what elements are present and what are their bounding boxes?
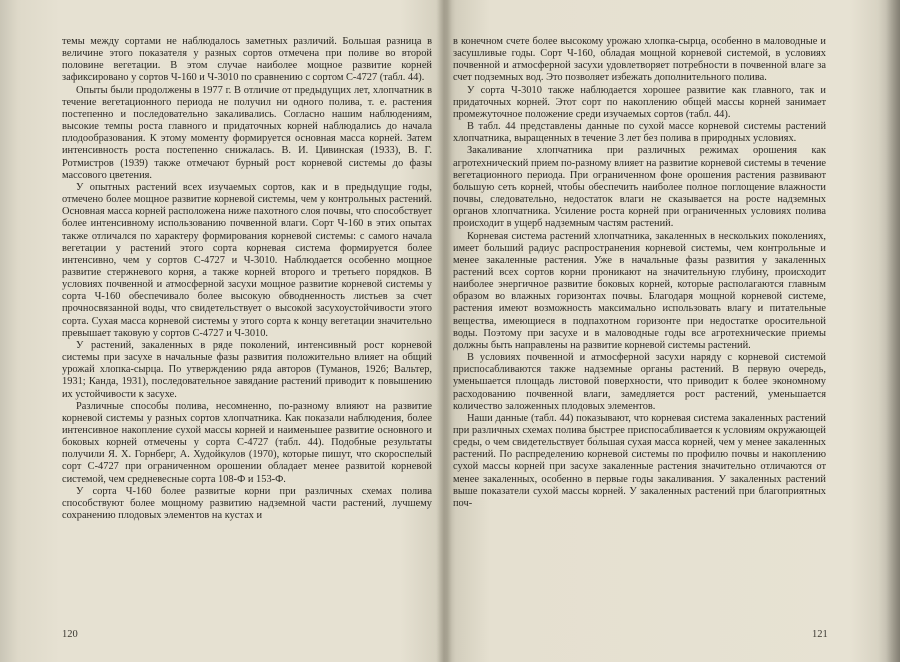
- left-page: [62, 36, 432, 636]
- paragraph: Закаливание хлопчатника при различных режимах орошения как агротехнический прием по-разному влияет на развитие корневой системы в течение вегетационного периода. При ограниченном фоне орошения растения развивают большую сеть корней, чтобы обеспечить наиболее полное поглощение влажности почвы, следовательно, недостаток влаги не сказывается на росте надземных органов хлопчатника. Усиление роста корней при ограниченных условиях полива происходит в ущерб надземным частям растений.: [453, 145, 826, 230]
- book-gutter: [436, 0, 452, 662]
- paragraph: У сорта Ч-3010 также наблюдается хорошее развитие как главного, так и придаточных корней. Этот сорт по накоплению общей массы корней занимает промежуточное положение среди изучаемых сортов (табл. 44).: [453, 84, 826, 120]
- paragraph: Корневая система растений хлопчатника, закаленных в нескольких поколениях, имеет больший радиус распространения корневой системы, чем контрольные и менее закаленные растения. Уже в начальные фазы развития у закаленных растений всех сортов корни проникают на значительную глубину, происходит наиболее энергичное развитие боковых корней, которые располагаются главным образом во влажных горизонтах почвы. Благодаря мощной корневой системе, растения имеют возможность максимально использовать влагу и питательные вещества, имеющиеся в подпахотном горизонте при недостатке оросительной воды. Поэтому при засухе и в маловодные годы все агротехнические приемы должны быть направлены на развитие корневой системы растений.: [453, 230, 826, 351]
- page-number-right: 121: [812, 629, 828, 640]
- paragraph: темы между сортами не наблюдалось заметных различий. Большая разница в величине этого показателя у разных сортов отмечена при поливе во второй половине вегетации. В этом случае наиболее мощное развитие корней зафиксировано у сортов Ч-160 и Ч-3010 по сравнению с сортом С-4727 (табл. 44).: [62, 36, 432, 84]
- paragraph: Наши данные (табл. 44) показывают, что корневая система закаленных растений при различных схемах полива быстрее приспосабливается к условиям окружающей среды, о чем свидетельствует бо́льшая сухая масса корней, чем у менее закаленных растений. По распределению корневой системы по профилю почвы и накоплению сухой массы корней при засухе закаленные растения значительно отличаются от менее закаленных, особенно в первые годы закаливания. У закаленных растений выше показатели сухой массы корней. У закаленных растений при благоприятных поч-: [453, 412, 826, 509]
- right-page: [453, 36, 826, 636]
- left-page-text: [62, 36, 432, 522]
- paragraph: в конечном счете более высокому урожаю хлопка-сырца, особенно в маловодные и засушливые годы. Сорт Ч-160, обладая мощной корневой системой, в условиях почвенной и атмосферной засухи удовлетворяет потребности в почвенной влаге за счет подземных вод. Это позволяет избежать дополнительного полива.: [453, 36, 826, 84]
- paragraph: У растений, закаленных в ряде поколений, интенсивный рост корневой системы при засухе в начальные фазы развития положительно влияет на общий урожай хлопка-сырца. По утверждению ряда авторов (Туманов, 1926; Вальтер, 1931; Канда, 1931), последовательное завядание растений приводит к повышению их устойчивости к засухе.: [62, 339, 432, 400]
- paragraph: У сорта Ч-160 более развитые корни при различных схемах полива способствуют более мощному развитию надземной части растений, лучшему сохранению плодовых элементов на кустах и: [62, 485, 432, 522]
- paragraph: Опыты были продолжены в 1977 г. В отличие от предыдущих лет, хлопчатник в течение вегетационного периода не получил ни одного полива, т. е. растения постепенно и последовательно закаливались. Согласно нашим наблюдениям, высокие темпы роста главного и придаточных корней наблюдались до начала плодообразования. К этому моменту формируется основная масса корней. Затем интенсивность роста постепенно снижалась. В. И. Цивинская (1933), В. Г. Ротмистров (1939) также отмечают бурный рост корневой системы до фазы массового цветения.: [62, 84, 432, 181]
- paragraph: У опытных растений всех изучаемых сортов, как и в предыдущие годы, отмечено более мощное развитие корневой системы, чем у контрольных растений. Основная масса корней расположена ниже пахотного слоя почвы, что способствует более интенсивному использованию почвенной влаги. Сорт Ч-160 в этих опытах также отличался по характеру формирования корневой системы: с самого начала вегетации у растений этого сорта корневая система формируется более интенсивно, чем у сортов С-4727 и Ч-3010. Наблюдается особенно мощное развитие стержневого корня, а также корней второго и третьего порядков. В условиях почвенной и атмосферной засухи мощное развитие корневой системы у сорта Ч-160 обеспечивало более высокую обводненность листьев за счет прочносвязанной воды, что свидетельствует о высокой засухоустойчивости этого сорта. Сухая масса корневой системы у этого сорта к концу вегетации значительно превышает таковую у сортов С-4727 и Ч-3010.: [62, 181, 432, 339]
- page-number-left: 120: [62, 629, 78, 640]
- page-edge: [886, 0, 900, 662]
- paragraph: В табл. 44 представлены данные по сухой массе корневой системы растений хлопчатника, выращенных в течение 3 лет без полива в природных условиях.: [453, 121, 826, 145]
- paragraph: Различные способы полива, несомненно, по-разному влияют на развитие корневой системы у разных сортов хлопчатника. Как показали наблюдения, более интенсивное накопление сухой массы корней и наименьшее развитие основного и боковых корней отмечены у сорта С-4727 (табл. 44). Подобные результаты получили Я. Х. Горнберг, А. Худойкулов (1970), которые пишут, что скороспелый сорт С-4727 при ограниченном орошении обладает менее развитой корневой системой, чем средневесные сорта 108-Ф и 153-Ф.: [62, 400, 432, 485]
- right-page-text: [453, 36, 826, 510]
- paragraph: В условиях почвенной и атмосферной засухи наряду с корневой системой приспосабливаются также надземные органы растений. В первую очередь, уменьшается площадь листовой поверхности, что приводит к более экономному расходованию почвенной влаги, замедляется рост растений, уменьшается количество заложенных плодовых элементов.: [453, 352, 826, 412]
